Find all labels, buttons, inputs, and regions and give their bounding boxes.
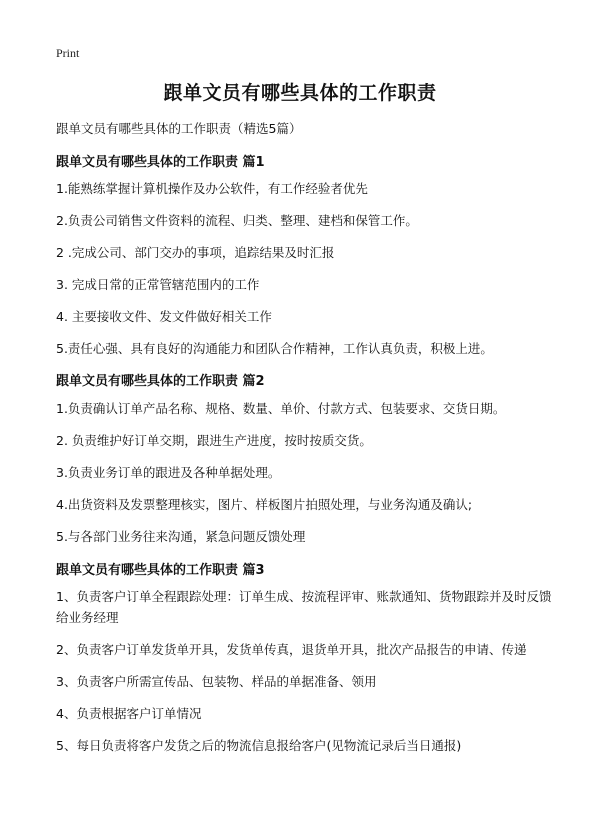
section-1 <box>56 151 554 170</box>
print-label: Print <box>56 46 80 60</box>
list-item: 3. 完成日常的正常管辖范围内的工作 <box>56 277 260 292</box>
section-2 <box>56 370 554 389</box>
list-item: 1.负责确认订单产品名称、规格、数量、单价、付款方式、包装要求、交货日期。 <box>56 401 506 416</box>
section-heading: 跟单文员有哪些具体的工作职责 篇1 <box>56 155 265 170</box>
section-heading: 跟单文员有哪些具体的工作职责 篇3 <box>56 563 265 578</box>
list-item: 4、负责根据客户订单情况 <box>56 706 202 721</box>
list-item: 4.出货资料及发票整理核实，图片、样板图片拍照处理，与业务沟通及确认; <box>56 497 473 512</box>
list-item: 5.与各部门业务往来沟通，紧急问题反馈处理 <box>56 529 306 544</box>
section-3-items <box>56 586 554 757</box>
section-heading: 跟单文员有哪些具体的工作职责 篇2 <box>56 374 265 389</box>
section-3 <box>56 559 554 578</box>
document-subtitle: 跟单文员有哪些具体的工作职责（精选5篇） <box>56 121 302 136</box>
list-item: 3、负责客户所需宣传品、包装物、样品的单据准备、领用 <box>56 674 377 689</box>
list-item: 1.能熟练掌握计算机操作及办公软件，有工作经验者优先 <box>56 181 368 196</box>
section-1-items <box>56 178 554 360</box>
list-item: 5.责任心强、具有良好的沟通能力和团队合作精神，工作认真负责，积极上进。 <box>56 341 493 356</box>
list-item: 5、每日负责将客户发货之后的物流信息报给客户(见物流记录后当日通报) <box>56 738 462 753</box>
list-item: 4. 主要接收文件、发文件做好相关工作 <box>56 309 272 324</box>
document-title: 跟单文员有哪些具体的工作职责 <box>163 82 437 104</box>
list-item: 2.负责公司销售文件资料的流程、归类、整理、建档和保管工作。 <box>56 213 418 228</box>
list-item: 3.负责业务订单的跟进及各种单据处理。 <box>56 465 281 480</box>
list-item: 2. 负责维护好订单交期，跟进生产进度，按时按质交货。 <box>56 433 372 448</box>
list-item: 2、负责客户订单发货单开具，发货单传真，退货单开具，批次产品报告的申请、传递 <box>56 642 527 657</box>
list-item: 2 .完成公司、部门交办的事项，追踪结果及时汇报 <box>56 245 335 260</box>
section-2-items <box>56 398 554 548</box>
list-item: 1、负责客户订单全程跟踪处理：订单生成、按流程评审、账款通知、货物跟踪并及时反馈给业务经理 <box>56 589 552 625</box>
